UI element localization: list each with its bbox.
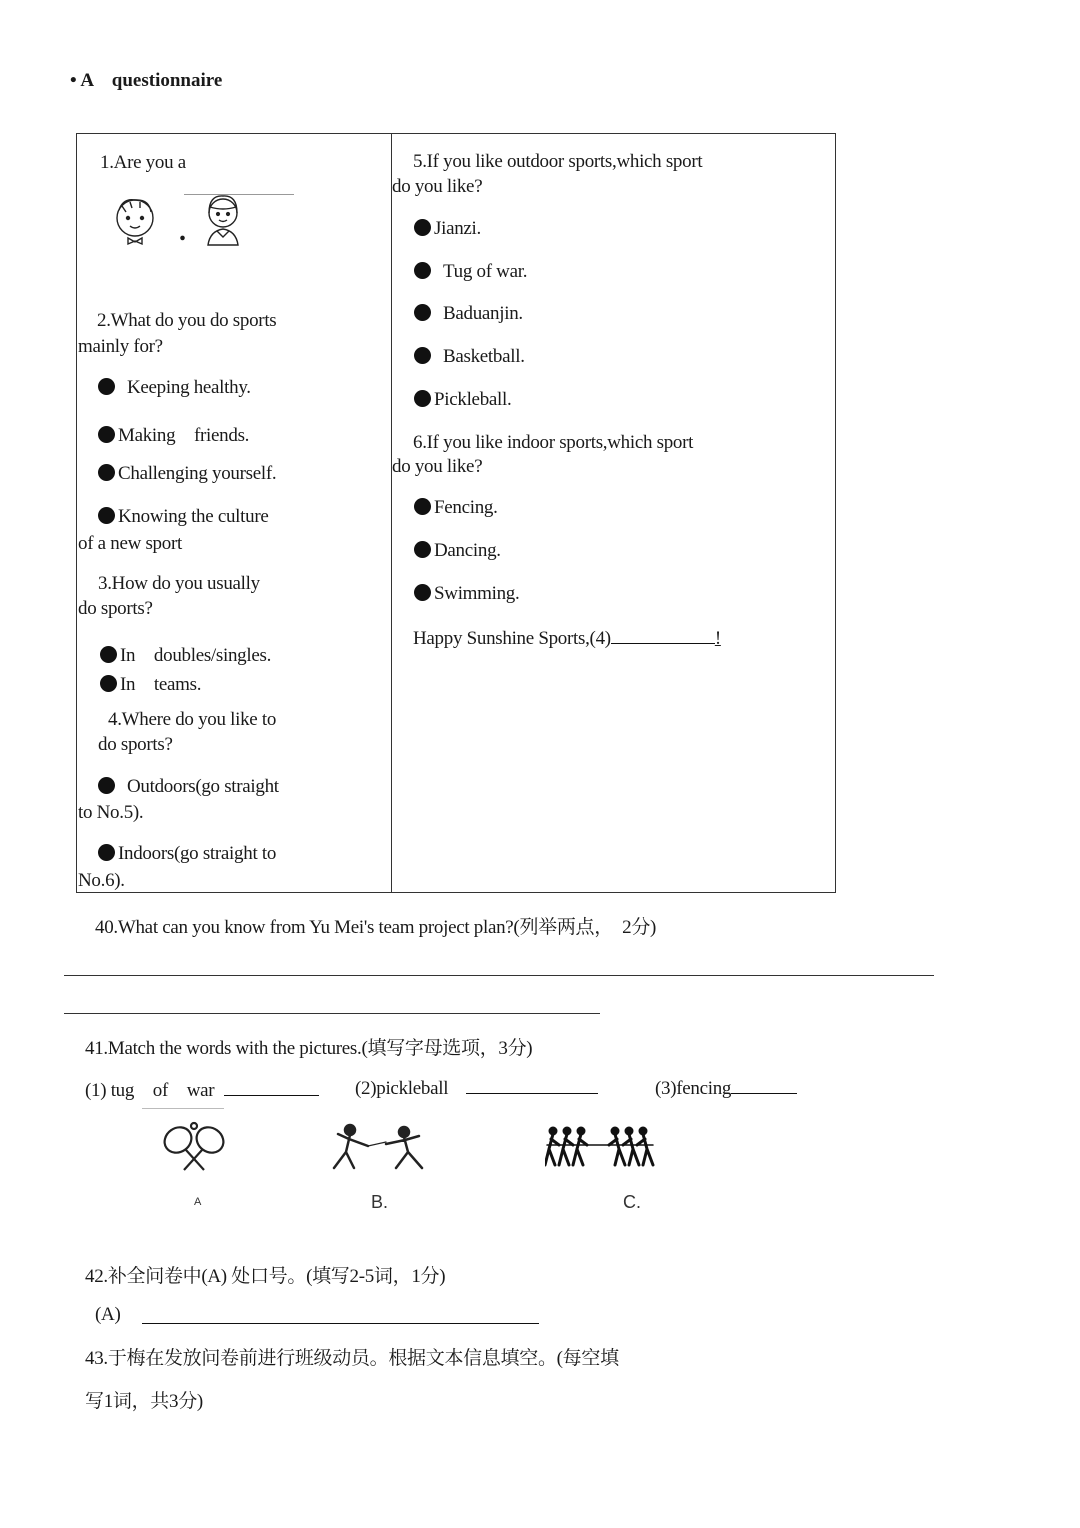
q2-option-4-cont: of a new sport: [78, 533, 182, 554]
closing-end: !: [714, 628, 721, 649]
q6-line1: 6.If you like indoor sports,which sport: [413, 432, 694, 453]
q43-line1: 43.于梅在发放问卷前进行班级动员。根据文本信息填空。(每空填: [85, 1348, 619, 1369]
q6-line2: do you like?: [392, 456, 483, 477]
picture-label-b: B.: [371, 1192, 389, 1212]
bullet-icon: [414, 262, 431, 279]
q1-text: 1.Are you a: [100, 152, 186, 173]
bullet-icon: [98, 777, 115, 794]
q5-option-3[interactable]: Baduanjin.: [414, 303, 523, 325]
q42-answer: [95, 1304, 120, 1326]
bullet-icon: [98, 426, 115, 443]
q5-line2: do you like?: [392, 176, 483, 197]
bullet-icon: [100, 675, 117, 692]
q5-option-1[interactable]: Jianzi.: [414, 218, 481, 240]
q2-option-4[interactable]: Knowing the culture: [98, 506, 268, 528]
bullet-icon: [414, 498, 431, 515]
q4-option-1[interactable]: Outdoors(go straight: [98, 776, 279, 798]
bullet-icon: [100, 646, 117, 663]
q4-line1: 4.Where do you like to: [108, 709, 277, 730]
q2-line1: 2.What do you do sports: [97, 310, 277, 331]
picture-label-c: C.: [623, 1192, 641, 1212]
bullet-icon: [414, 219, 431, 236]
q41-item-1: (1) tug of war: [85, 1075, 319, 1102]
q40-text: 40.What can you know from Yu Mei's team project plan?(列举两点， 2分): [95, 917, 657, 938]
heading-bullet: •: [70, 70, 77, 91]
q4-option-1-cont: to No.5).: [78, 802, 144, 823]
q5-line1: 5.If you like outdoor sports,which sport: [413, 151, 703, 172]
q40-answer-line-1[interactable]: [64, 975, 934, 976]
q6-option-3[interactable]: Swimming.: [414, 583, 519, 605]
q40-answer-line-2[interactable]: [64, 1013, 600, 1014]
q5-option-2[interactable]: Tug of war.: [414, 261, 527, 283]
picture-label-a: A: [194, 1196, 202, 1208]
bullet-icon: [414, 584, 431, 601]
bullet-icon: [414, 390, 431, 407]
bullet-icon: [414, 304, 431, 321]
closing-text: Happy Sunshine Sports,(4): [413, 628, 611, 649]
closing-slogan: [413, 625, 721, 650]
q4-line2: do sports?: [98, 734, 173, 755]
q6-option-1[interactable]: Fencing.: [414, 497, 498, 519]
q2-option-1[interactable]: Keeping healthy.: [98, 377, 251, 399]
boy-icon: [108, 196, 164, 248]
q1-dot: .: [179, 216, 186, 247]
bullet-icon: [414, 347, 431, 364]
fencers-icon: [324, 1122, 434, 1172]
q2-line2: mainly for?: [78, 336, 163, 357]
q6-option-2[interactable]: Dancing.: [414, 540, 501, 562]
column-divider: [391, 133, 392, 893]
bullet-icon: [98, 464, 115, 481]
q41-item-3: (3)fencing: [655, 1075, 797, 1100]
q5-option-5[interactable]: Pickleball.: [414, 389, 511, 411]
heading-letter: A: [80, 70, 94, 91]
q41-item-2: (2)pickleball: [355, 1075, 598, 1100]
bullet-icon: [98, 378, 115, 395]
q43-line2: 写1词，共3分): [85, 1391, 203, 1412]
q4-option-2[interactable]: Indoors(go straight to: [98, 843, 276, 865]
q42-text: 42.补全问卷中(A) 处口号。(填写2-5词，1分): [85, 1266, 446, 1287]
q41-text: 41.Match the words with the pictures.(填写字母选项，3分): [85, 1038, 533, 1059]
section-heading: [70, 70, 222, 92]
heading-title: questionnaire: [111, 70, 223, 91]
tug-of-war-icon: [545, 1125, 655, 1167]
q5-option-4[interactable]: Basketball.: [414, 346, 525, 368]
q4-option-2-cont: No.6).: [78, 870, 125, 891]
q41-blank-1[interactable]: [224, 1077, 319, 1096]
divider: [142, 1108, 224, 1109]
q41-blank-3[interactable]: [731, 1075, 797, 1094]
q41-blank-2[interactable]: [466, 1075, 598, 1094]
q42-label: (A): [95, 1304, 121, 1325]
q3-option-1[interactable]: In doubles/singles.: [100, 640, 271, 667]
q2-option-3[interactable]: Challenging yourself.: [98, 463, 276, 485]
bullet-icon: [98, 844, 115, 861]
q3-line1: 3.How do you usually: [98, 573, 260, 594]
q42-answer-line[interactable]: [142, 1323, 539, 1324]
crossed-paddles-icon: [158, 1120, 230, 1174]
bullet-icon: [98, 507, 115, 524]
q3-line2: do sports?: [78, 598, 153, 619]
slogan-blank[interactable]: [611, 625, 715, 644]
bullet-icon: [414, 541, 431, 558]
q3-option-2[interactable]: In teams.: [100, 669, 201, 696]
girl-icon: [198, 193, 248, 249]
q2-option-2[interactable]: Making friends.: [98, 420, 249, 447]
